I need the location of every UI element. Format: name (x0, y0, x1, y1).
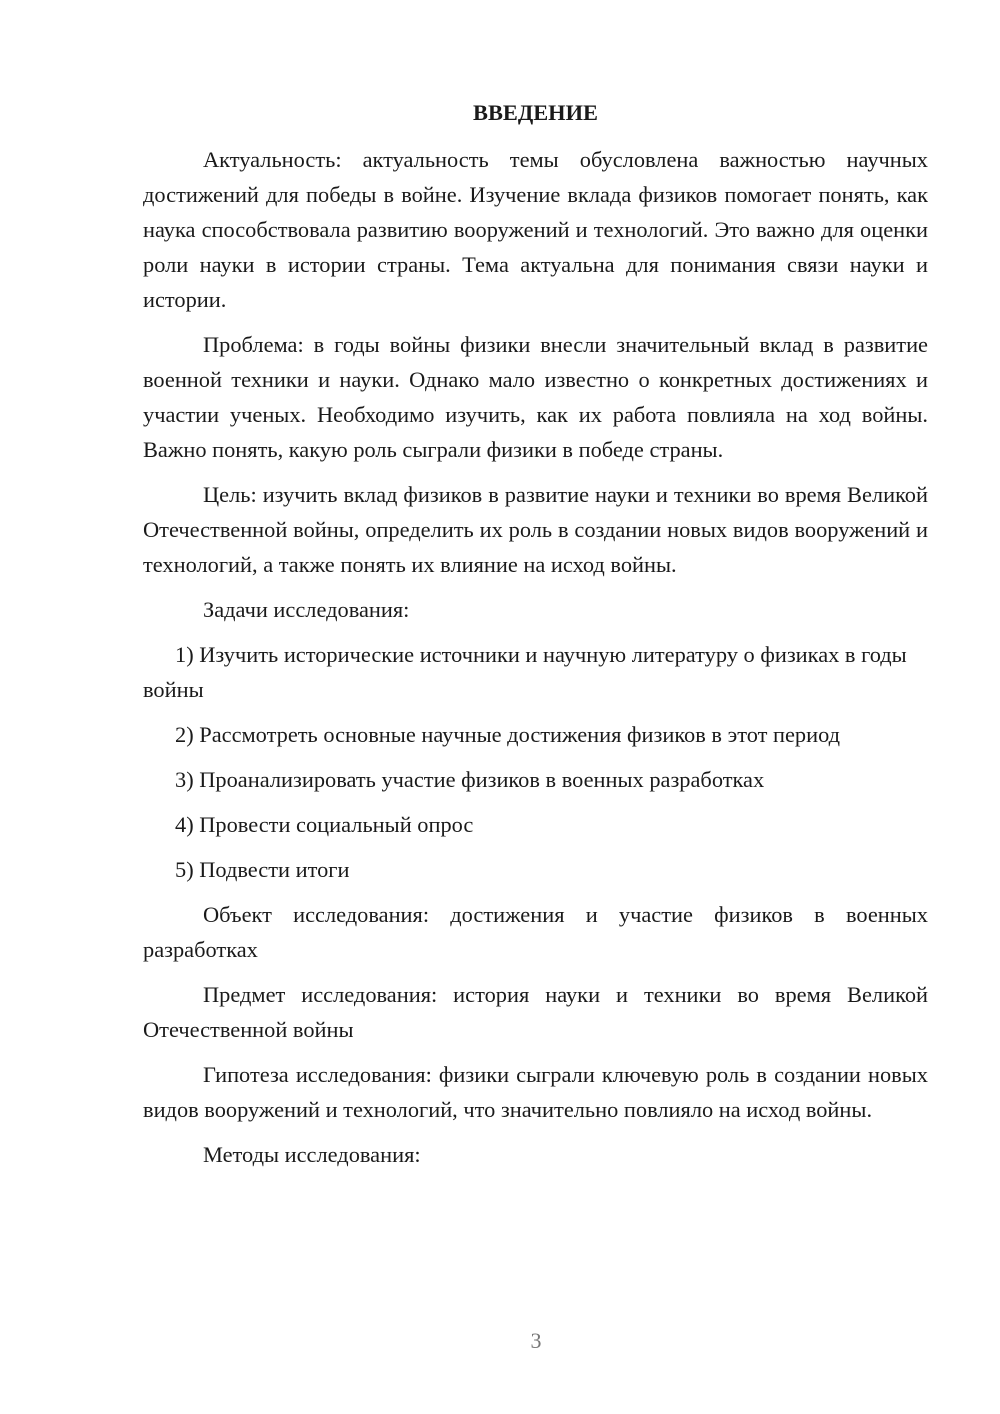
page-number: 3 (530, 1328, 542, 1353)
task-item-4: 4) Провести социальный опрос (175, 812, 474, 837)
document-title: ВВЕДЕНИЕ (473, 100, 598, 125)
object-paragraph: Объект исследования: достижения и участие физиков в военных разработках (143, 902, 928, 962)
document-page (143, 95, 928, 1182)
task-item-5: 5) Подвести итоги (175, 857, 350, 882)
methods-heading: Методы исследования: (203, 1142, 421, 1167)
tasks-heading: Задачи исследования: (203, 597, 410, 622)
hypothesis-paragraph: Гипотеза исследования: физики сыграли ключевую роль в создании новых видов вооружений и технологий, что значительно повлияло на исход войны. (143, 1062, 928, 1122)
task-item-3: 3) Проанализировать участие физиков в военных разработках (175, 767, 765, 792)
goal-paragraph: Цель: изучить вклад физиков в развитие науки и техники во время Великой Отечественной войны, определить их роль в создании новых видов вооружений и технологий, а также понять их влияние на исход войны. (143, 482, 928, 577)
problem-paragraph: Проблема: в годы войны физики внесли значительный вклад в развитие военной техники и науки. Однако мало известно о конкретных достижениях и участии ученых. Необходимо изучить, как их работа повлияла на ход войны. Важно понять, какую роль сыграли физики в победе страны. (143, 332, 928, 462)
relevance-paragraph: Актуальность: актуальность темы обусловлена важностью научных достижений для победы в войне. Изучение вклада физиков помогает понять, как наука способствовала развитию вооружений и технологий. Это важно для оценки роли науки в истории страны. Тема актуальна для понимания связи науки и истории. (143, 147, 928, 312)
task-item-2: 2) Рассмотреть основные научные достижения физиков в этот период (175, 722, 841, 747)
task-item-1: 1) Изучить исторические источники и научную литературу о физиках в годы войны (143, 642, 907, 702)
subject-paragraph: Предмет исследования: история науки и техники во время Великой Отечественной войны (143, 982, 928, 1042)
